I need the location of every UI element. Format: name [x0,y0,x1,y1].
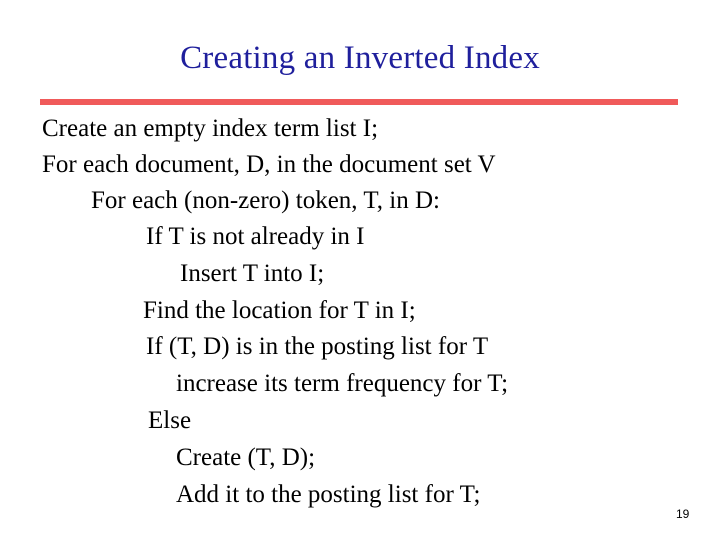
algorithm-line-7: If (T, D) is in the posting list for T [146,333,489,360]
algorithm-line-10: Create (T, D); [176,444,316,471]
algorithm-line-5: Insert T into I; [180,260,325,287]
algorithm-line-8: increase its term frequency for T; [176,370,509,397]
title-underline-rule [40,99,678,105]
page-number: 19 [676,507,690,521]
slide-title: Creating an Inverted Index [180,40,540,76]
algorithm-line-9: Else [148,407,192,434]
algorithm-line-4: If T is not already in I [146,223,365,250]
algorithm-line-6: Find the location for T in I; [143,297,416,324]
algorithm-line-11: Add it to the posting list for T; [176,481,481,508]
algorithm-line-1: Create an empty index term list I; [42,115,379,142]
algorithm-line-2: For each document, D, in the document set V [42,151,496,178]
algorithm-line-3: For each (non-zero) token, T, in D: [91,187,440,214]
